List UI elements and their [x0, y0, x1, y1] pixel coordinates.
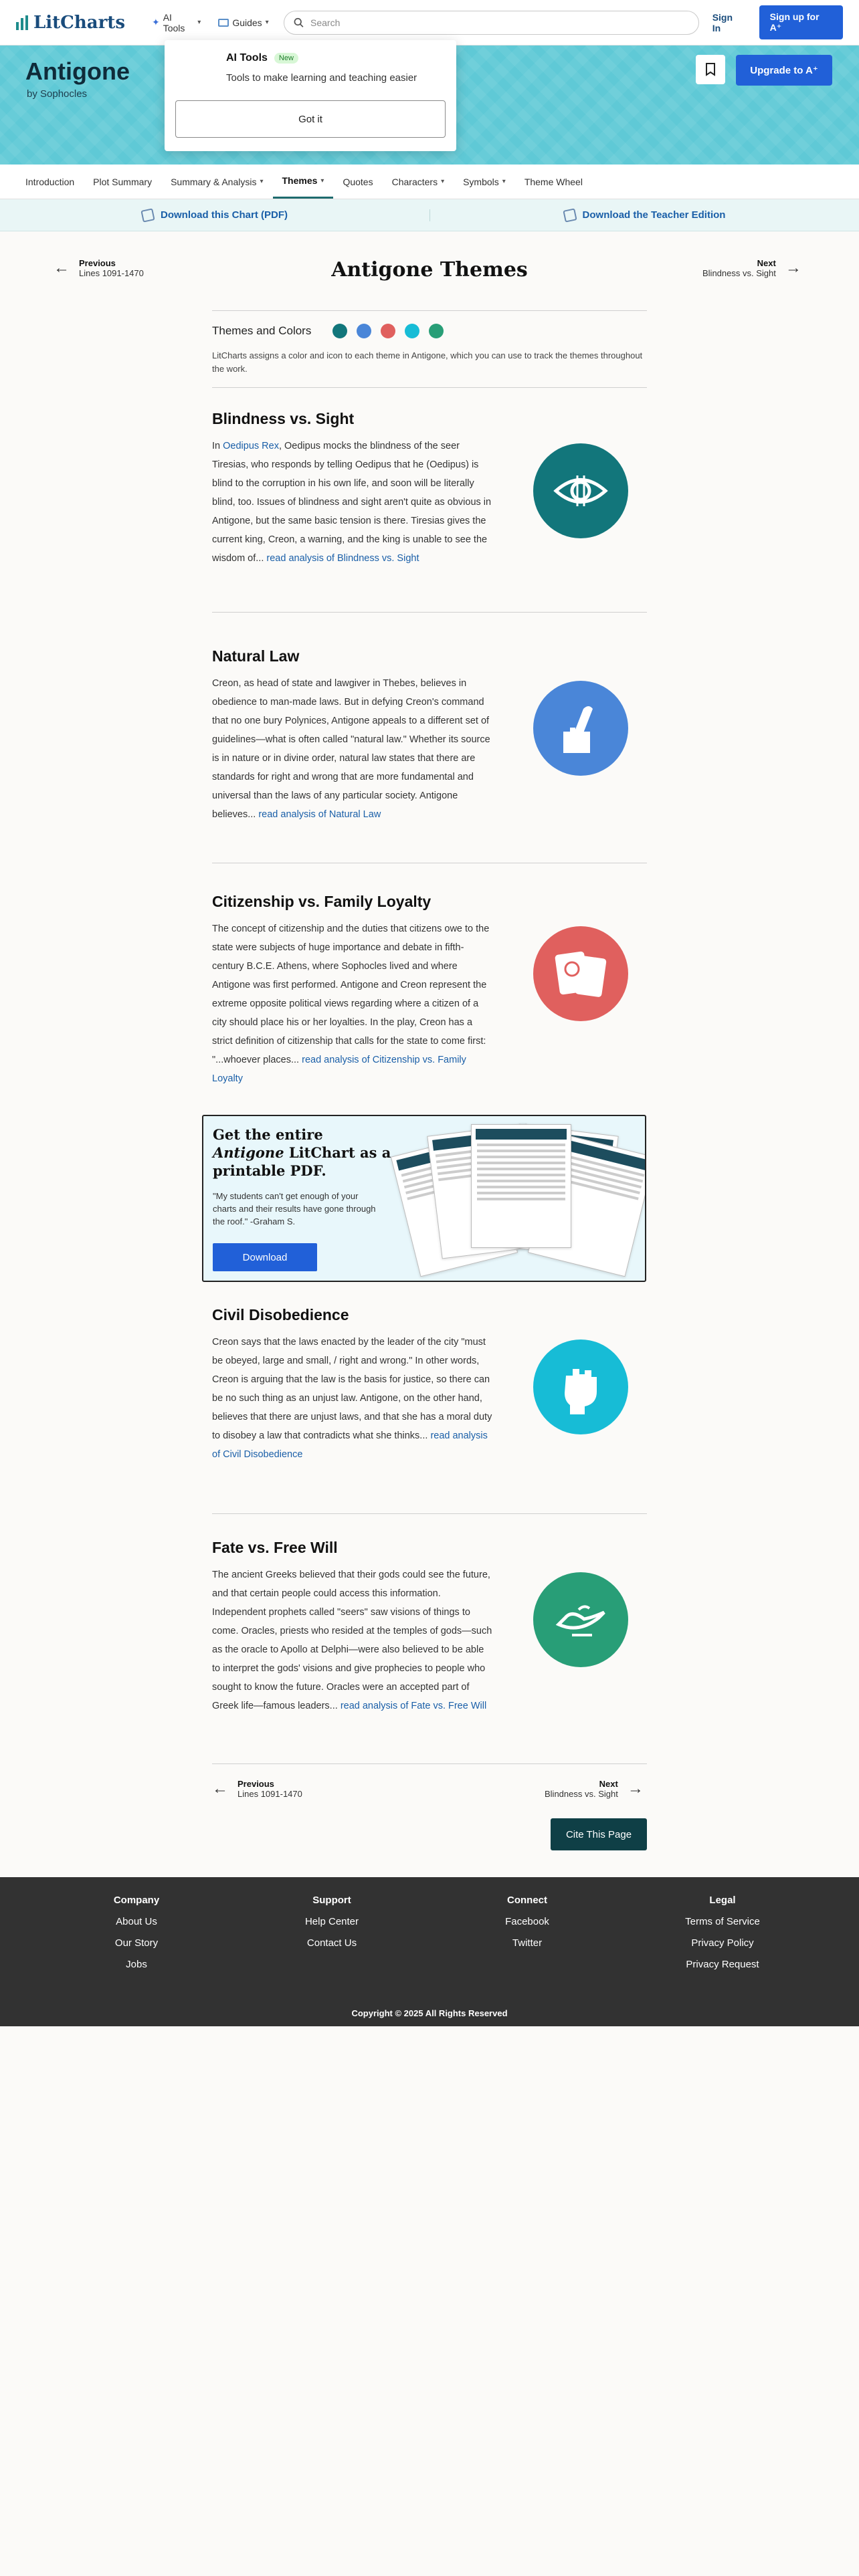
theme-title[interactable]: Fate vs. Free Will: [212, 1539, 338, 1556]
theme-text: Creon, as head of state and lawgiver in Thebes, believes in obedience to man-made laws. But in defying Creon's command that no one bury Polynices, Antigone appeals to a different set of guidelines—what is often called "natural law." Whether its source is in nature or in divine order, natural law states that there are standards for right and wrong that are more fundamental and universal than the laws of any particular society. Antigone believes...: [212, 678, 490, 820]
book-author: by Sophocles: [27, 88, 88, 100]
footer-heading: Company: [113, 1895, 160, 1906]
tab-symbols[interactable]: [454, 165, 515, 199]
promo-quote: "My students can't get enough of your charts and their results have gone through the roof." -Graham S.: [213, 1191, 376, 1226]
footer-link-privacy-policy[interactable]: Privacy Policy: [691, 1937, 754, 1949]
read-analysis-link[interactable]: read analysis of Citizenship vs. Family Loyalty: [212, 1055, 466, 1084]
theme-text: Creon says that the laws enacted by the leader of the city "must be obeyed, large and small, / right and wrong." In other words, Creon is arguing that the law is the basis for justice, so there can be no such thing as an unjust law. Antigone, on the other hand, believes that there are unjust laws, and that she has a moral duty to disobey a law that contradicts what she thinks...: [212, 1337, 492, 1441]
divider: [212, 612, 647, 613]
footer-link-our-story[interactable]: Our Story: [114, 1937, 159, 1949]
document-icon: [563, 208, 577, 222]
footer-column-company: [70, 1895, 203, 1980]
theme-summary: [212, 920, 493, 1088]
popup-description: Tools to make learning and teaching easier: [226, 72, 417, 84]
bookmark-button[interactable]: [696, 55, 725, 84]
citizenship-mini-icon[interactable]: [381, 324, 395, 338]
theme-title[interactable]: Citizenship vs. Family Loyalty: [212, 893, 432, 910]
theme-summary: [212, 674, 493, 824]
sign-in-link[interactable]: Sign In: [712, 11, 733, 33]
tab-characters[interactable]: [383, 165, 454, 199]
footer-link-help-center[interactable]: Help Center: [304, 1916, 359, 1927]
book-icon: [218, 19, 229, 27]
theme-intro: In: [212, 441, 223, 451]
logo-text: LitCharts: [33, 12, 125, 33]
copyright: Copyright © 2025 All Rights Reserved: [351, 2008, 508, 2018]
chevron-down-icon: ▾: [265, 19, 269, 26]
inline-book-link[interactable]: Oedipus Rex: [223, 441, 279, 451]
chevron-down-icon: ▾: [502, 178, 506, 185]
sparkle-icon: ✦: [151, 17, 160, 27]
theme-text: The concept of citizenship and the duties that citizens owe to the state were subjects of huge importance and debate in fifth-century B.C.E. Athens, where Sophocles lived and where Antigone was first performed. Antigone and Creon represent the extreme opposite political views regarding where a citizen of a city should place his or her loyalties. In the play, Creon has a strict definition of citizenship that calls for the state to come first: "...whoever places...: [212, 924, 490, 1065]
ai-tools-label: AI Tools: [163, 11, 185, 33]
download-teacher-label: Download the Teacher Edition: [582, 209, 726, 221]
top-navbar: [0, 0, 859, 45]
tab-label: Theme Wheel: [524, 176, 583, 187]
bookmark-icon: [705, 63, 716, 76]
chevron-down-icon: ▾: [441, 178, 445, 185]
guides-menu[interactable]: [211, 11, 275, 35]
tab-summary-analysis[interactable]: [161, 165, 272, 199]
theme-summary: [212, 1333, 493, 1464]
read-analysis-link[interactable]: read analysis of Fate vs. Free Will: [340, 1701, 487, 1711]
tab-label: Introduction: [25, 176, 75, 187]
divider: [212, 1763, 647, 1764]
footer-column-support: [265, 1895, 399, 1959]
tab-label: Characters: [391, 176, 438, 187]
tab-label: Summary & Analysis: [171, 176, 257, 187]
chevron-down-icon: ▾: [320, 177, 324, 185]
ballot-icon[interactable]: [533, 681, 628, 776]
promo-title-pre: Get the entire: [213, 1126, 323, 1143]
popup-title: [226, 52, 298, 64]
footer-link-twitter[interactable]: Twitter: [512, 1937, 543, 1949]
tab-label: Plot Summary: [93, 176, 153, 187]
footer-heading: Legal: [709, 1895, 736, 1906]
promo-download-button[interactable]: Download: [213, 1243, 317, 1271]
sign-up-button[interactable]: Sign up for A⁺: [759, 5, 843, 39]
divider: [212, 387, 647, 388]
theme-summary: [212, 437, 493, 568]
raised-fist-icon[interactable]: [533, 1339, 628, 1434]
chevron-down-icon: ▾: [260, 178, 264, 185]
page-title: Antigone Themes: [331, 258, 528, 282]
promo-title-post: LitChart as a printable PDF.: [213, 1144, 391, 1179]
previous-target: Lines 1091-1470: [79, 268, 144, 278]
themes-and-colors: [212, 324, 647, 338]
arrow-right-icon: →: [785, 259, 801, 277]
tab-label: Symbols: [463, 176, 499, 187]
eye-icon[interactable]: [533, 443, 628, 538]
promo-title: [213, 1125, 393, 1180]
litcharts-logo[interactable]: [16, 13, 125, 33]
footer-heading: Connect: [507, 1895, 547, 1906]
next-link-top[interactable]: [702, 258, 801, 278]
tab-plot-summary[interactable]: [84, 165, 161, 199]
civil-disobedience-mini-icon[interactable]: [405, 324, 419, 338]
document-icon: [140, 208, 155, 222]
previous-label: Previous: [79, 258, 116, 268]
search-bar: [284, 11, 699, 35]
previous-link-bottom[interactable]: [212, 1779, 302, 1799]
promo-title-book: Antigone: [213, 1144, 284, 1161]
fate-mini-icon[interactable]: [429, 324, 444, 338]
chevron-down-icon: ▾: [197, 19, 201, 26]
cite-this-page-button[interactable]: Cite This Page: [551, 1818, 647, 1850]
footer-link-terms-of-service[interactable]: Terms of Service: [685, 1916, 760, 1927]
footer-column-legal: [656, 1895, 789, 1980]
download-chart-link[interactable]: [0, 209, 430, 221]
footer: [0, 1877, 859, 2026]
footer-column-connect: [460, 1895, 594, 1959]
tab-label: Themes: [282, 175, 318, 186]
passport-icon[interactable]: [533, 926, 628, 1021]
footer-heading: Support: [312, 1895, 351, 1906]
arrow-left-icon: ←: [212, 1780, 228, 1798]
next-label: Next: [757, 258, 776, 268]
upgrade-button[interactable]: Upgrade to A⁺: [736, 55, 832, 86]
search-input[interactable]: [310, 17, 689, 28]
section-tabs: [0, 165, 859, 199]
theme-summary: [212, 1566, 493, 1715]
themes-colors-description: LitCharts assigns a color and icon to each theme in Antigone, which you can use to track the themes throughout the work.: [212, 350, 643, 374]
download-teacher-link[interactable]: [430, 209, 859, 221]
lamp-icon[interactable]: [533, 1572, 628, 1667]
read-analysis-link[interactable]: read analysis of Civil Disobedience: [212, 1430, 488, 1460]
footer-link-jobs[interactable]: Jobs: [126, 1959, 147, 1970]
read-analysis-link[interactable]: read analysis of Blindness vs. Sight: [266, 553, 419, 564]
natural-law-mini-icon[interactable]: [357, 324, 371, 338]
ai-tools-popup: [165, 40, 456, 151]
footer-link-facebook[interactable]: Facebook: [505, 1916, 549, 1927]
previous-target: Lines 1091-1470: [237, 1789, 302, 1799]
theme-text: The ancient Greeks believed that their gods could see the future, and that certain people could access this information. Independent prophets called "seers" saw visions of things to come. Oracles, priests who resided at the temples of gods—such as the oracle to Apollo at Delphi—were also believed to be able to interpret the gods' visions and give prophecies to people who sought to know the future. Oracles were an accepted part of Greek life—famous leaders...: [212, 1570, 492, 1711]
theme-text: , Oedipus mocks the blindness of the seer Tiresias, who responds by telling Oedipus that he (Oedipus) is blind to the corruption in his own life, and soon will be literally blind, too. Issues of blindness and sight aren't quite as obvious in Antigone, but the same basic tension is there. Tiresias gives the current king, Creon, a warning, and the king is unable to see the wisdom of...: [212, 441, 492, 564]
arrow-left-icon: ←: [54, 259, 70, 277]
next-label: Next: [599, 1779, 618, 1789]
previous-label: Previous: [237, 1779, 274, 1789]
divider: [212, 310, 647, 311]
new-badge: New: [274, 53, 298, 64]
footer-link-privacy-request[interactable]: Privacy Request: [686, 1959, 759, 1970]
guides-label: Guides: [232, 17, 262, 28]
book-title: Antigone: [25, 58, 130, 85]
blindness-mini-icon[interactable]: [332, 324, 347, 338]
next-link-bottom[interactable]: [545, 1779, 644, 1799]
theme-title[interactable]: Civil Disobedience: [212, 1306, 349, 1323]
next-target: Blindness vs. Sight: [702, 268, 776, 278]
themes-colors-label: Themes and Colors: [212, 324, 312, 337]
footer-link-contact-us[interactable]: Contact Us: [306, 1937, 357, 1949]
downloads-bar: [0, 199, 859, 231]
popup-title-text: AI Tools: [226, 52, 268, 64]
tab-introduction[interactable]: [16, 165, 84, 199]
theme-title[interactable]: Blindness vs. Sight: [212, 410, 355, 427]
logo-mark-icon: [16, 15, 28, 30]
pdf-promo: [202, 1115, 646, 1282]
read-analysis-link[interactable]: read analysis of Natural Law: [258, 809, 381, 820]
tab-theme-wheel[interactable]: [515, 165, 592, 199]
tab-quotes[interactable]: [333, 165, 382, 199]
next-target: Blindness vs. Sight: [545, 1789, 618, 1799]
got-it-button[interactable]: Got it: [175, 100, 446, 138]
tab-themes[interactable]: [273, 165, 334, 199]
ai-tools-menu[interactable]: [145, 11, 207, 35]
divider: [212, 1513, 647, 1514]
footer-link-about-us[interactable]: About Us: [116, 1916, 157, 1927]
theme-title[interactable]: Natural Law: [212, 647, 300, 665]
arrow-right-icon: →: [627, 1780, 644, 1798]
search-icon: [294, 17, 304, 28]
tab-label: Quotes: [343, 176, 373, 187]
download-chart-label: Download this Chart (PDF): [161, 209, 288, 221]
